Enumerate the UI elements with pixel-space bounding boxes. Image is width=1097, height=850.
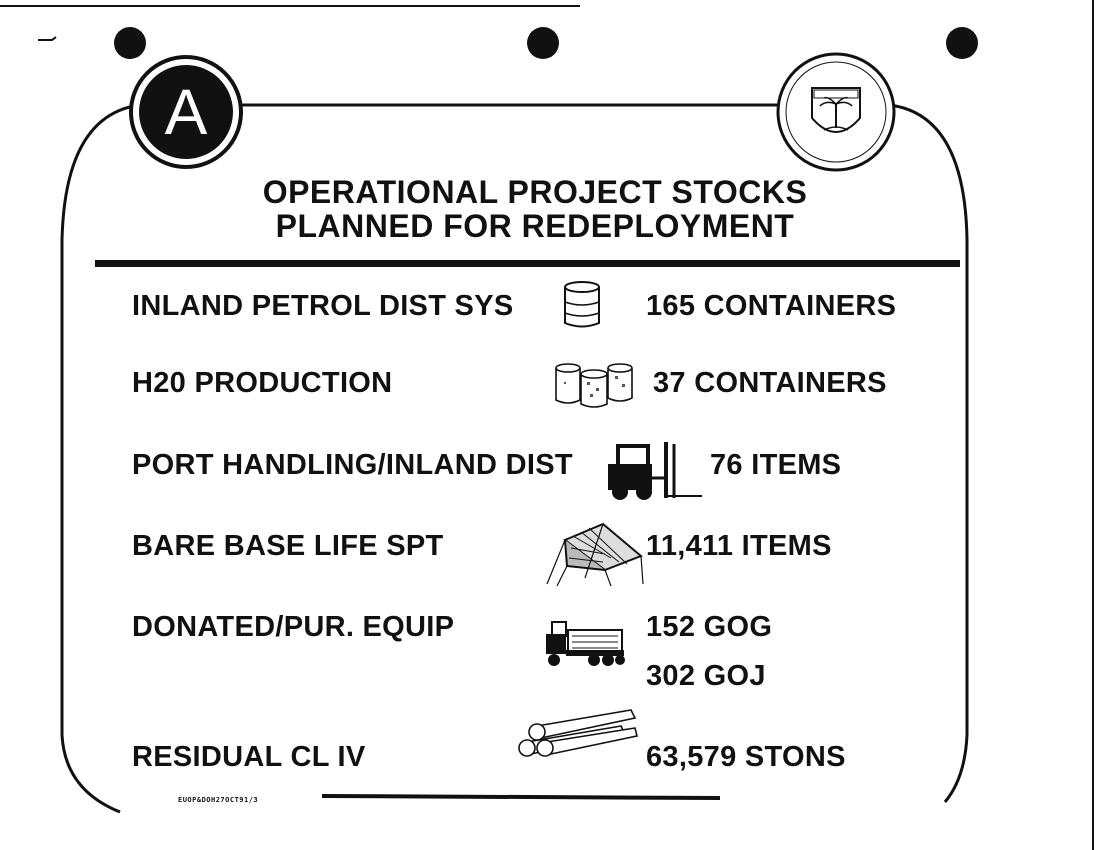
row-label: BARE BASE LIFE SPT (132, 530, 444, 562)
row-value-secondary: 302 GOJ (646, 660, 766, 692)
binder-hole-left (114, 27, 146, 59)
forklift-icon (604, 438, 704, 502)
row-value: 63,579 STONS (646, 741, 846, 773)
title-line-2: PLANNED FOR REDEPLOYMENT (275, 208, 795, 244)
row-value: 76 ITEMS (710, 449, 842, 481)
water-containers-icon (552, 360, 636, 410)
row-value: 11,411 ITEMS (646, 530, 832, 562)
binder-hole-center (527, 27, 559, 59)
row-label: INLAND PETROL DIST SYS (132, 290, 514, 322)
row-value: 152 GOG (646, 611, 773, 643)
row-label: RESIDUAL CL IV (132, 741, 366, 773)
pipes-icon (515, 708, 639, 764)
seal-emblem (778, 54, 894, 170)
title-line-1: OPERATIONAL PROJECT STOCKS (262, 174, 808, 210)
row-label: PORT HANDLING/INLAND DIST (132, 449, 573, 481)
footer-code: EUOP&DOH27OCT91/3 (178, 796, 259, 804)
fuel-drum-icon (560, 280, 604, 330)
row-value: 37 CONTAINERS (653, 367, 887, 399)
truck-icon (542, 618, 626, 668)
badge-letter: A (164, 76, 208, 148)
row-label: H20 PRODUCTION (132, 367, 393, 399)
tent-icon (545, 518, 645, 588)
row-label: DONATED/PUR. EQUIP (132, 611, 455, 643)
row-value: 165 CONTAINERS (646, 290, 897, 322)
binder-hole-right (946, 27, 978, 59)
